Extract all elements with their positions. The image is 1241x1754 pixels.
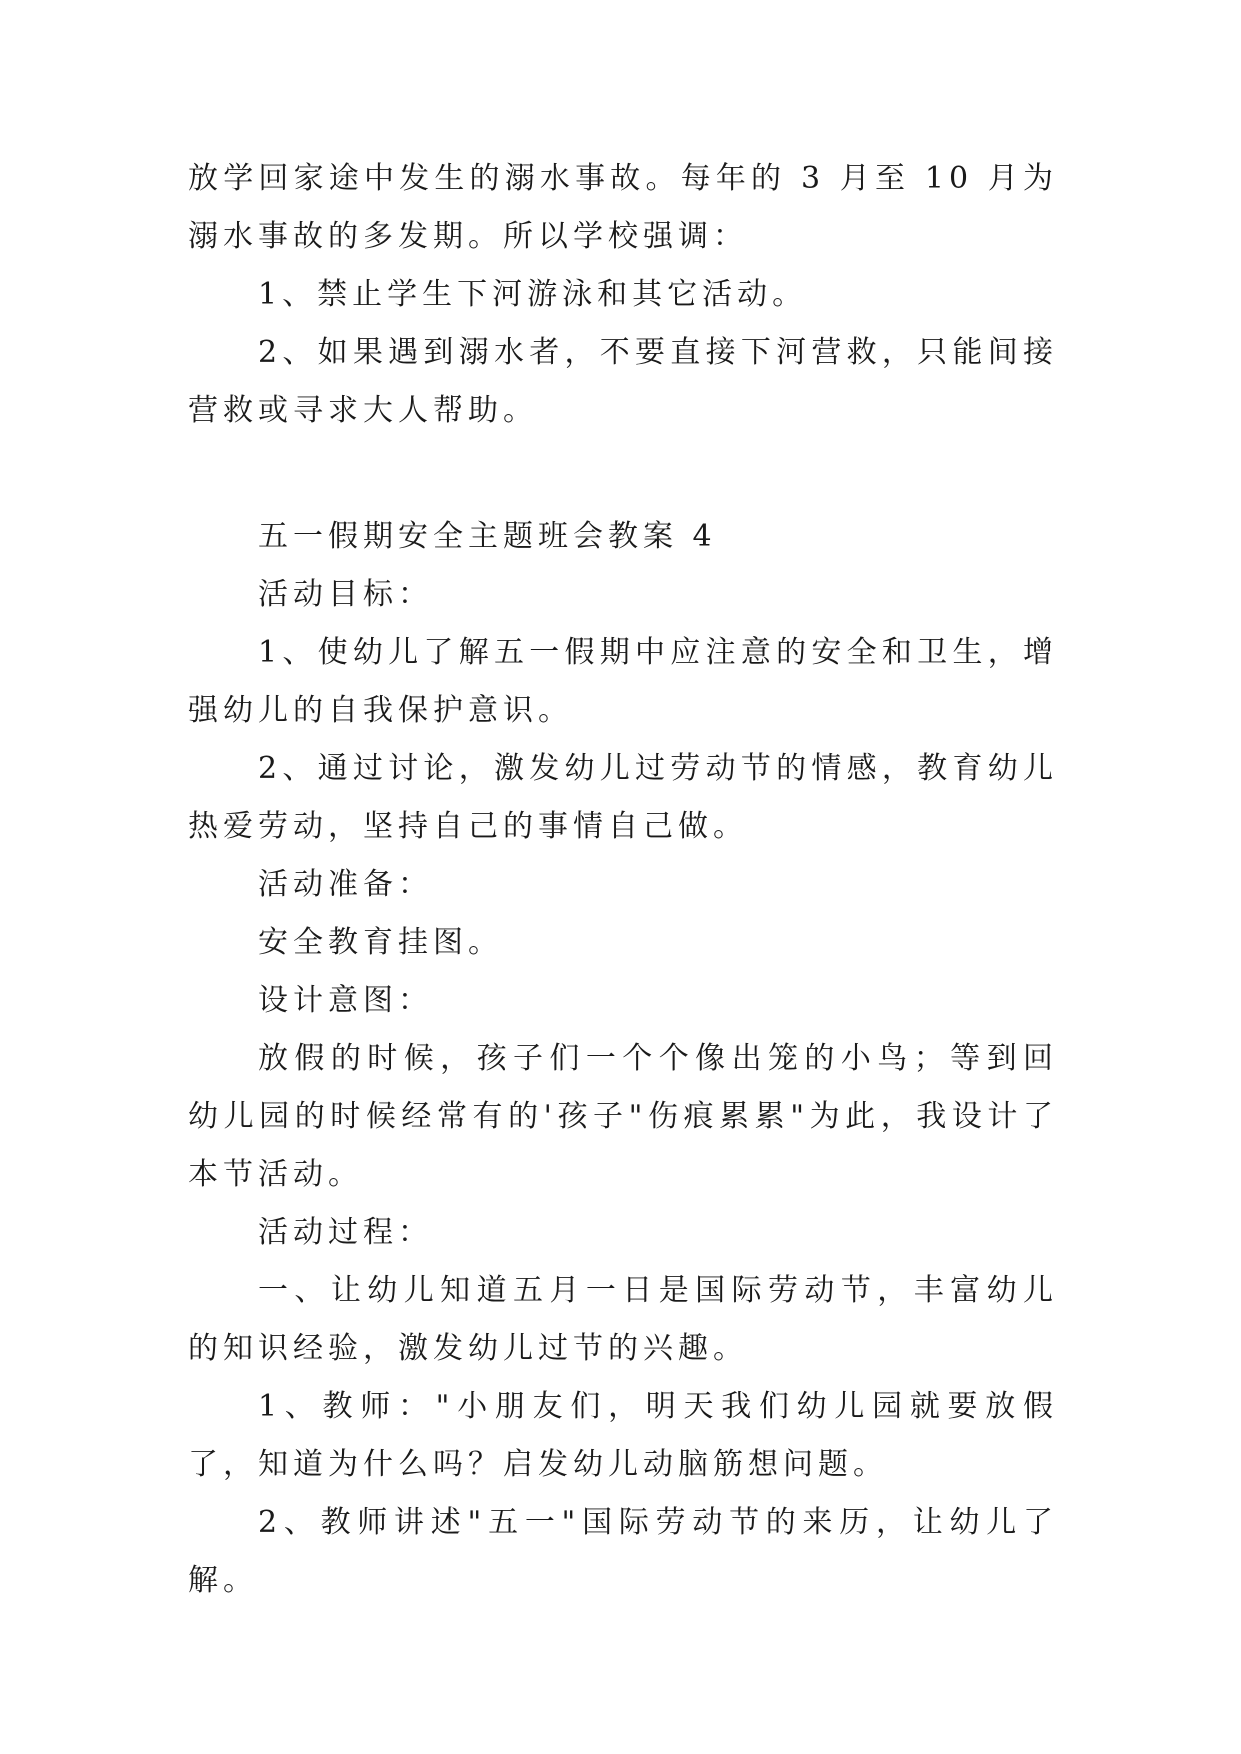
section-drowning-safety: [188, 150, 1058, 440]
paragraph: 放假的时候，孩子们一个个像出笼的小鸟；等到回幼儿园的时候经常有的'孩子"伤痕累累"为此，我设计了本节活动。: [188, 1041, 1058, 1192]
list-item: 2、通过讨论，激发幼儿过劳动节的情感，教育幼儿热爱劳动，坚持自己的事情自己做。: [188, 751, 1058, 844]
section-heading: 设计意图：: [258, 983, 433, 1018]
section-heading: 活动准备：: [258, 867, 433, 902]
list-item: 1、禁止学生下河游泳和其它活动。: [258, 277, 808, 312]
list-item: 2、教师讲述"五一"国际劳动节的来历，让幼儿了解。: [188, 1505, 1058, 1598]
section-title: 五一假期安全主题班会教案 4: [258, 519, 717, 554]
list-item: 1、使幼儿了解五一假期中应注意的安全和卫生，增强幼儿的自我保护意识。: [188, 635, 1058, 728]
section-heading: 活动过程：: [258, 1215, 433, 1250]
section-heading: 活动目标：: [258, 577, 433, 612]
list-item: 2、如果遇到溺水者，不要直接下河营救，只能间接营救或寻求大人帮助。: [188, 335, 1058, 428]
paragraph: 放学回家途中发生的溺水事故。每年的 3 月至 10 月为溺水事故的多发期。所以学校强调：: [188, 161, 1058, 254]
paragraph: 一、让幼儿知道五月一日是国际劳动节，丰富幼儿的知识经验，激发幼儿过节的兴趣。: [188, 1273, 1058, 1366]
section-lesson-plan-4: [188, 508, 1058, 1610]
paragraph: 安全教育挂图。: [258, 925, 503, 960]
list-item: 1、教师："小朋友们，明天我们幼儿园就要放假了，知道为什么吗？启发幼儿动脑筋想问题。: [188, 1389, 1058, 1482]
